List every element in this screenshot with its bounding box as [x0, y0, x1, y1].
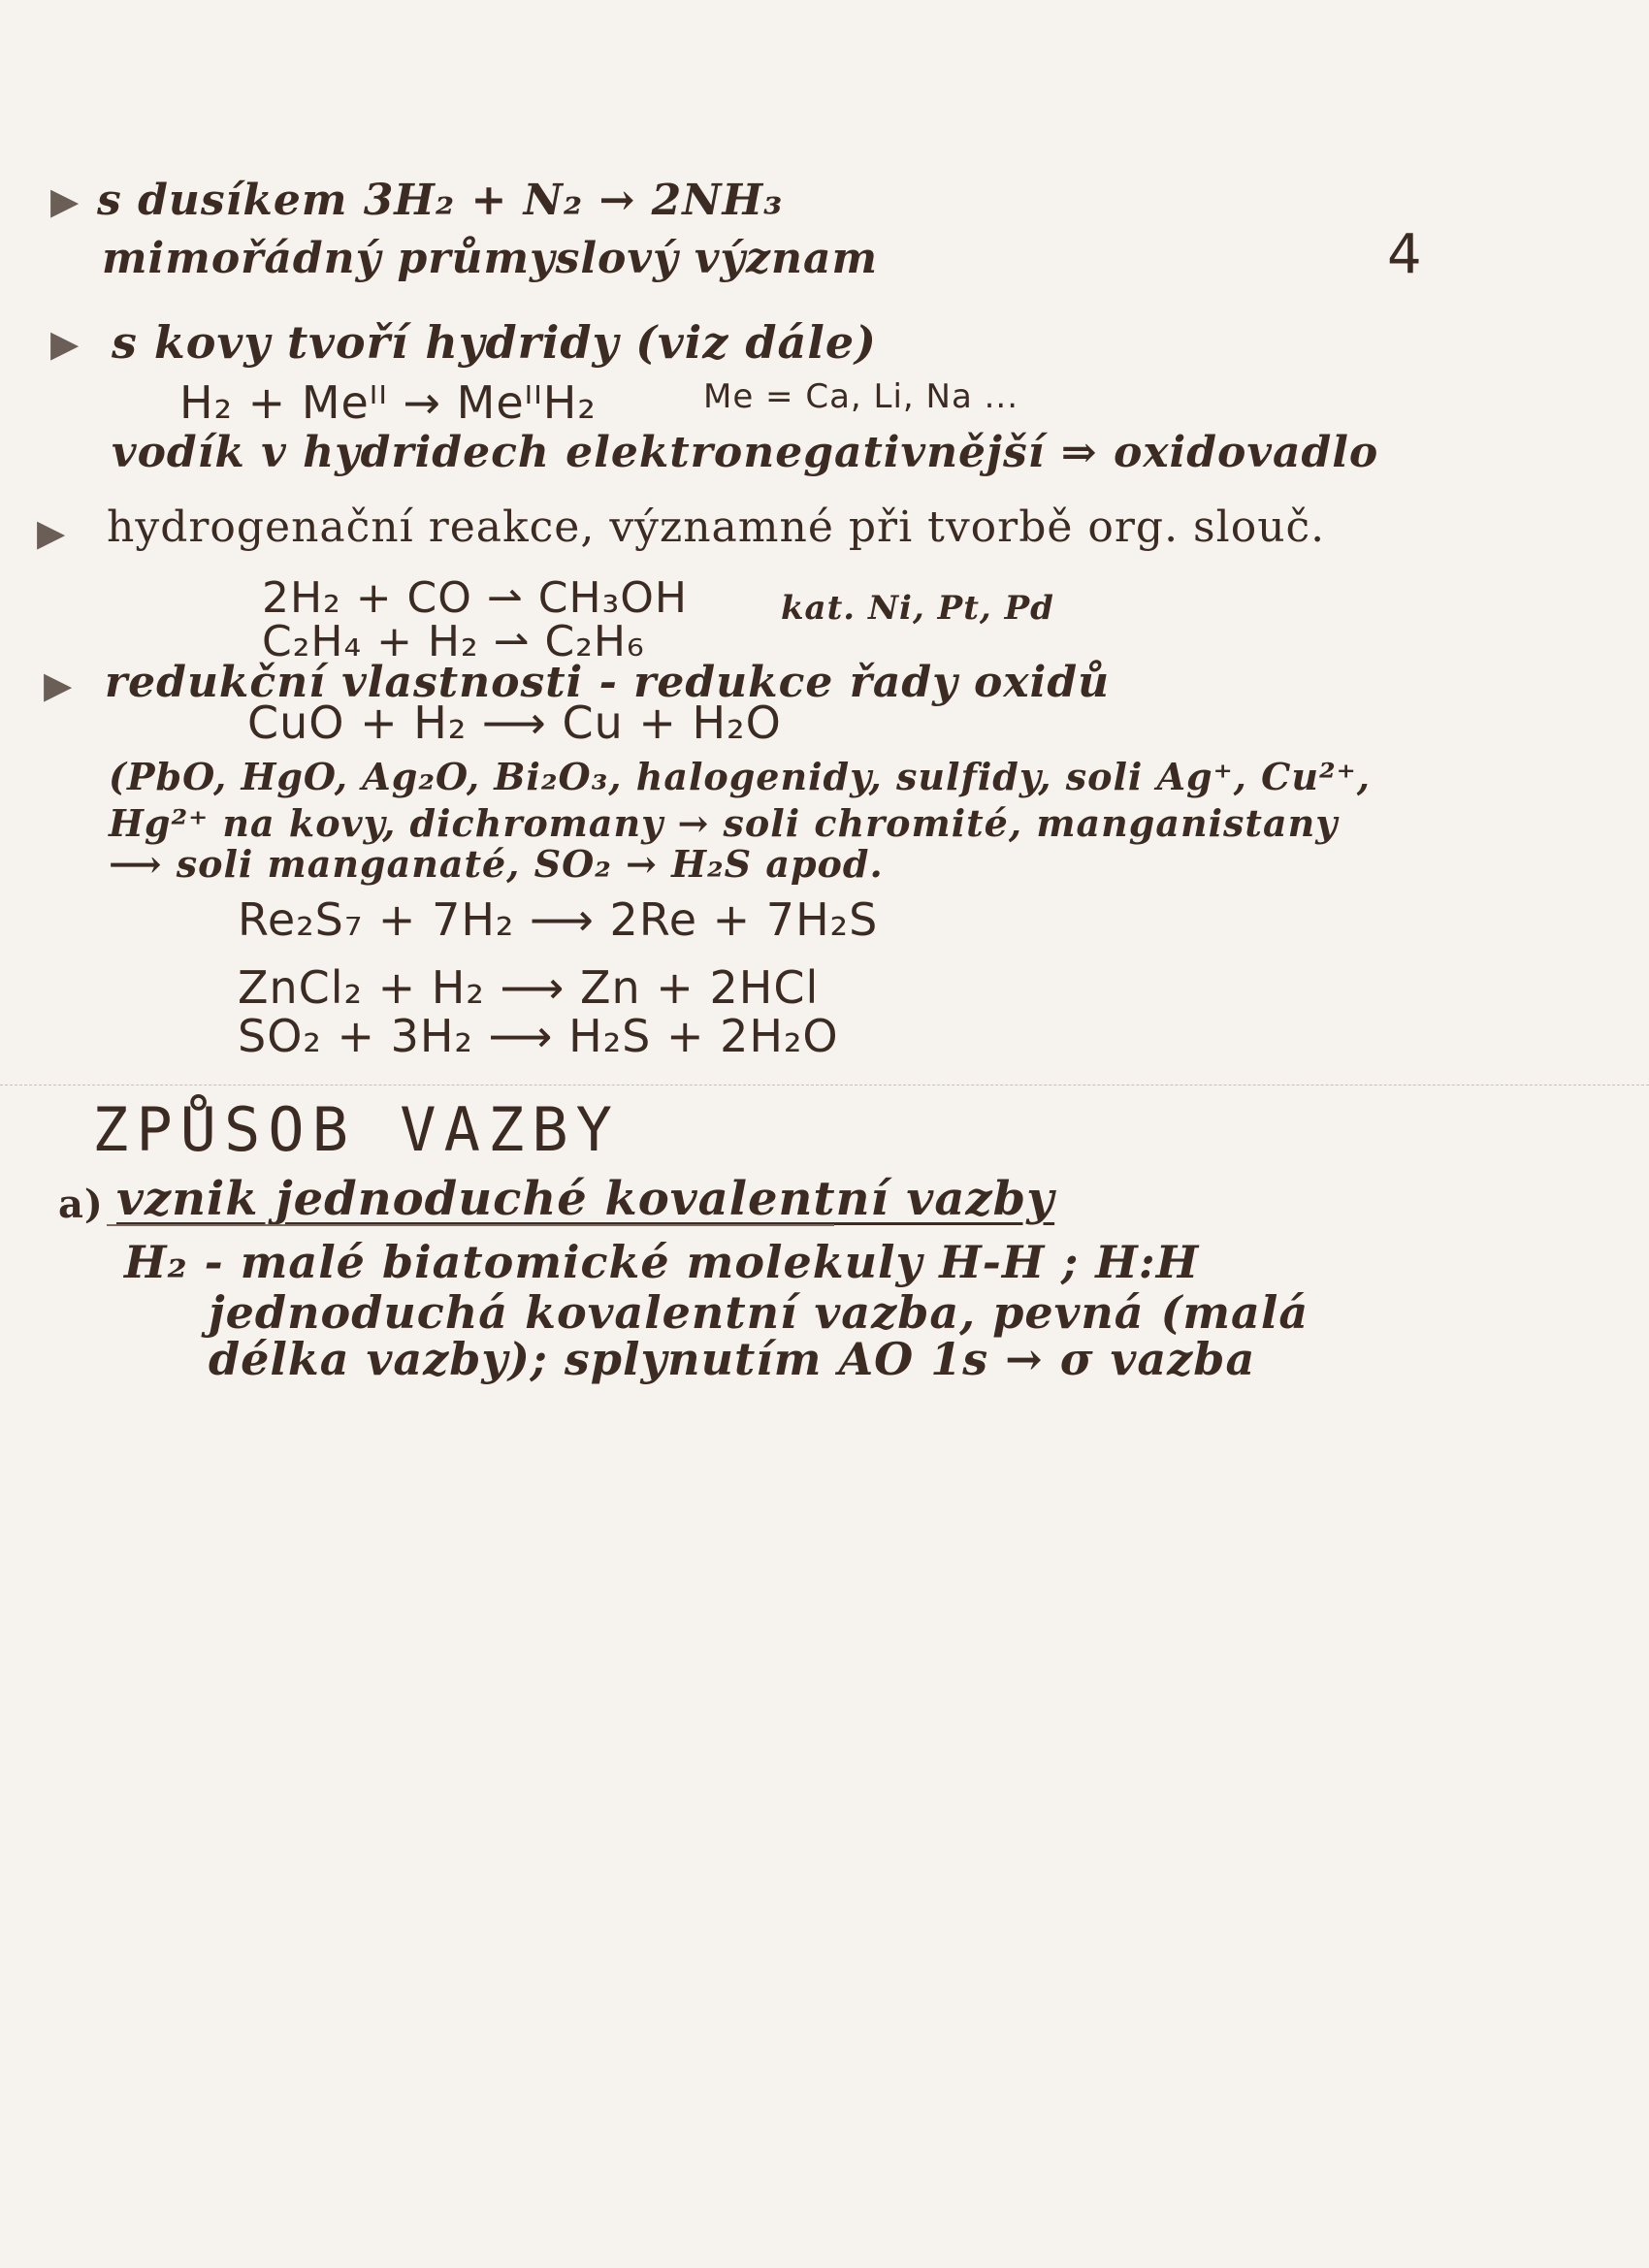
- equation-copper: CuO + H₂ ⟶ Cu + H₂O: [247, 697, 782, 749]
- equation-methanol: 2H₂ + CO ⇀ CH₃OH: [262, 573, 688, 623]
- equation-rhenium: Re₂S₇ + 7H₂ ⟶ 2Re + 7H₂S: [238, 893, 879, 946]
- line-metal-hydrides: s kovy tvoří hydridy (viz dále): [112, 316, 877, 369]
- line-industrial-significance: mimořádný průmyslový význam: [102, 234, 879, 283]
- bullet-icon: ▶: [37, 511, 66, 554]
- line-hydrogen-oxidant: vodík v hydridech elektronegativnější ⇒ oxidovadlo: [112, 428, 1379, 477]
- line-h2-molecules: H₂ - malé biatomické molekuly H-H ; H:H: [124, 1236, 1200, 1288]
- line-single-bond: jednoduchá kovalentní vazba, pevná (malá: [209, 1286, 1310, 1339]
- equation-ethane: C₂H₄ + H₂ ⇀ C₂H₆: [262, 617, 645, 666]
- underline-rule: [107, 1224, 834, 1226]
- equation-sulfur: SO₂ + 3H₂ ⟶ H₂S + 2H₂O: [238, 1010, 839, 1062]
- page-number: 4: [1387, 223, 1422, 286]
- catalysts: kat. Ni, Pt, Pd: [781, 589, 1054, 628]
- equation-zinc: ZnCl₂ + H₂ ⟶ Zn + 2HCl: [238, 961, 820, 1014]
- bullet-icon: ▶: [50, 179, 80, 222]
- bullet-icon: ▶: [50, 322, 80, 365]
- metal-examples: Me = Ca, Li, Na ...: [703, 377, 1019, 416]
- subsection-title: vznik jednoduché kovalentní vazby: [116, 1172, 1055, 1226]
- line-reducing-properties: redukční vlastnosti - redukce řady oxidů: [105, 658, 1111, 707]
- line-oxide-list: (PbO, HgO, Ag₂O, Bi₂O₃, halogenidy, sulfidy, soli Ag⁺, Cu²⁺,: [109, 755, 1371, 798]
- bullet-icon: ▶: [44, 664, 73, 706]
- line-manganates: ⟶ soli manganaté, SO₂ → H₂S apod.: [109, 842, 884, 886]
- section-heading: ZPŮSOB VAZBY: [92, 1094, 620, 1165]
- line-hydrogenation: hydrogenační reakce, významné při tvorbě org. slouč.: [107, 502, 1326, 552]
- line-sigma-bond: délka vazby); splynutím AO 1s → σ vazba: [209, 1333, 1256, 1385]
- subsection-label: a): [58, 1182, 104, 1227]
- line-nitrogen: s dusíkem 3H₂ + N₂ → 2NH₃: [97, 176, 784, 225]
- line-dichromates: Hg²⁺ na kovy, dichromany → soli chromité, manganistany: [109, 801, 1339, 845]
- equation-hydride: H₂ + Meᴵᴵ → MeᴵᴵH₂: [179, 376, 597, 429]
